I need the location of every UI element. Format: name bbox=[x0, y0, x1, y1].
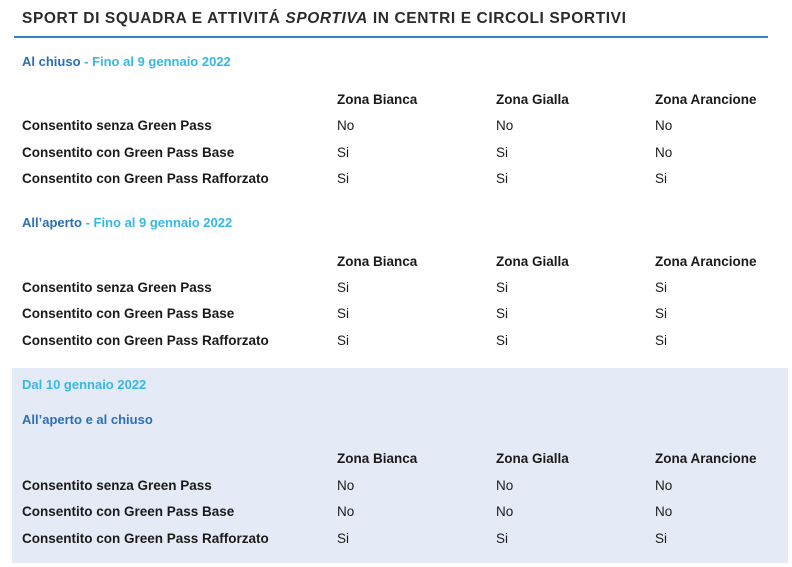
section-heading-date: - Fino al 9 gennaio 2022 bbox=[80, 54, 231, 69]
table-header-row bbox=[0, 254, 792, 272]
table-row bbox=[0, 145, 792, 163]
table-row bbox=[0, 306, 792, 324]
title-part-1: SPORT DI SQUADRA E ATTIVITÁ bbox=[22, 10, 286, 27]
row-label: Consentito senza Green Pass bbox=[22, 118, 212, 133]
cell-value: No bbox=[496, 118, 514, 133]
cell-value: No bbox=[337, 118, 355, 133]
cell-value: Si bbox=[496, 145, 509, 160]
cell-value: Si bbox=[337, 171, 350, 186]
section-heading-date: - Fino al 9 gennaio 2022 bbox=[81, 215, 233, 230]
column-header: Zona Arancione bbox=[655, 451, 757, 466]
cell-value: Si bbox=[655, 171, 668, 186]
cell-value: Si bbox=[496, 333, 509, 348]
row-label: Consentito con Green Pass Rafforzato bbox=[22, 333, 269, 348]
row-label: Consentito con Green Pass Rafforzato bbox=[22, 171, 269, 186]
column-header: Zona Bianca bbox=[337, 254, 418, 269]
title-rule bbox=[14, 36, 768, 38]
table-row bbox=[0, 478, 792, 496]
row-label: Consentito con Green Pass Rafforzato bbox=[22, 531, 269, 546]
table-header-row bbox=[0, 451, 792, 469]
title-part-3: IN CENTRI E CIRCOLI SPORTIVI bbox=[367, 10, 627, 27]
table-row bbox=[0, 531, 792, 549]
cell-value: No bbox=[655, 118, 673, 133]
row-label: Consentito con Green Pass Base bbox=[22, 306, 235, 321]
cell-value: Si bbox=[655, 333, 668, 348]
row-label: Consentito senza Green Pass bbox=[22, 478, 212, 493]
column-header: Zona Arancione bbox=[655, 92, 757, 107]
cell-value: No bbox=[655, 478, 673, 493]
cell-value: No bbox=[496, 478, 514, 493]
cell-value: Si bbox=[496, 531, 509, 546]
row-label: Consentito senza Green Pass bbox=[22, 280, 212, 295]
cell-value: Si bbox=[655, 531, 668, 546]
page-title bbox=[22, 10, 627, 28]
section-heading-indoor bbox=[22, 54, 231, 69]
table-row bbox=[0, 171, 792, 189]
cell-value: Si bbox=[337, 333, 350, 348]
column-header: Zona Gialla bbox=[496, 254, 569, 269]
column-header: Zona Gialla bbox=[496, 451, 569, 466]
column-header: Zona Bianca bbox=[337, 92, 418, 107]
section-heading-main: All’aperto bbox=[22, 215, 82, 230]
section-heading-both: All’aperto e al chiuso bbox=[22, 412, 153, 427]
section-date-label: Dal 10 gennaio 2022 bbox=[22, 377, 147, 392]
cell-value: Si bbox=[655, 306, 668, 321]
cell-value: Si bbox=[655, 280, 668, 295]
row-label: Consentito con Green Pass Base bbox=[22, 145, 235, 160]
table-row bbox=[0, 280, 792, 298]
cell-value: Si bbox=[496, 306, 509, 321]
cell-value: No bbox=[337, 478, 355, 493]
cell-value: Si bbox=[337, 145, 350, 160]
title-part-italic: SPORTIVA bbox=[285, 10, 368, 27]
cell-value: No bbox=[655, 145, 673, 160]
section-heading-main: Al chiuso bbox=[22, 54, 81, 69]
cell-value: Si bbox=[496, 280, 509, 295]
cell-value: No bbox=[496, 504, 514, 519]
cell-value: No bbox=[337, 504, 355, 519]
column-header: Zona Bianca bbox=[337, 451, 418, 466]
table-row bbox=[0, 504, 792, 522]
table-row bbox=[0, 118, 792, 136]
section-heading-outdoor bbox=[22, 215, 232, 230]
table-header-row bbox=[0, 92, 792, 110]
cell-value: No bbox=[655, 504, 673, 519]
cell-value: Si bbox=[337, 280, 350, 295]
cell-value: Si bbox=[496, 171, 509, 186]
table-row bbox=[0, 333, 792, 351]
cell-value: Si bbox=[337, 531, 350, 546]
cell-value: Si bbox=[337, 306, 350, 321]
column-header: Zona Gialla bbox=[496, 92, 569, 107]
column-header: Zona Arancione bbox=[655, 254, 757, 269]
row-label: Consentito con Green Pass Base bbox=[22, 504, 235, 519]
